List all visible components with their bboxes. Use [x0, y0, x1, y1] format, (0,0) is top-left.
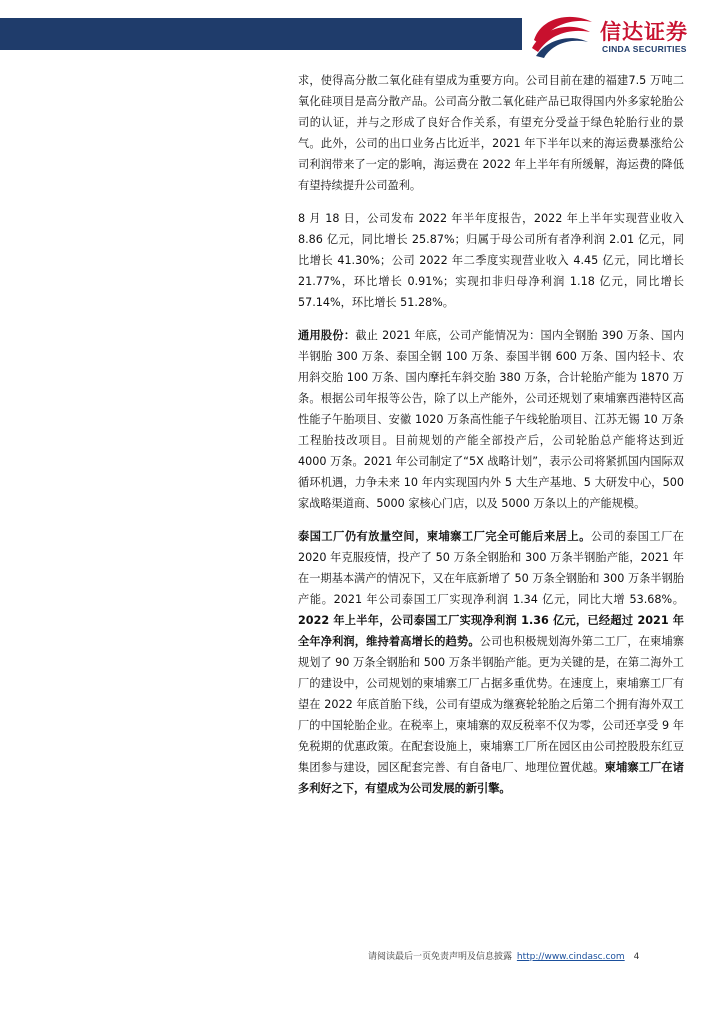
text-run: 截止 2021 年底，公司产能情况为：国内全钢胎 390 万条、国内半钢胎 300 万条、泰国全钢 100 万条、泰国半钢 600 万条、国内轻卡、农用斜交胎 100 万条、国内摩托车斜交胎 380 万条，合计轮胎产能为 1870 万条。根据公司年报等公告，除了以上产能外，公司还规划了柬埔寨西港特区高性能子午胎项目、安徽 1020 万条高性能子午线轮胎项目、江苏无锡 10 万条工程胎技改项目。目前规划的产能全部投产后，公司轮胎总产能将达到近 4000 万条。2021 年公司制定了“5X 战略计划”，表示公司将紧抓国内国际双循环机遇，力争未来 10 年内实现国内外 5 大生产基地、5 大研发中心，500 家战略渠道商、5000 家核心门店，以及 5000 万条以上的产能规模。 — [298, 329, 684, 510]
paragraph-overseas-factories — [298, 526, 684, 799]
paragraph-capacity — [298, 325, 684, 514]
disclaimer-notice: 请阅读最后一页免责声明及信息披露 — [368, 952, 513, 962]
logo-chinese-name: 信达证券 — [600, 20, 688, 44]
website-link[interactable]: http://www.cindasc.com — [516, 952, 625, 962]
text-run: 公司的泰国工厂在 2020 年克服疫情，投产了 50 万条全钢胎和 300 万条半钢胎产能，2021 年在一期基本满产的情况下，又在年底新增了 50 万条全钢胎和 300 万条半钢胎产能。2021 年公司泰国工厂实现净利润 1.34 亿元，同比大增 53.68%。 — [298, 530, 684, 606]
bold-text-run: 2022 年上半年，公司泰国工厂实现净利润 1.36 亿元，已经超过 2021 年全年净利润，维持着高增长的趋势。 — [298, 614, 684, 648]
bold-text-run: 泰国工厂仍有放量空间，柬埔寨工厂完全可能后来居上。 — [298, 530, 591, 543]
page-number: 4 — [633, 952, 640, 962]
bold-text-run: 柬埔寨工厂在诸多利好之下，有望成为公司发展的新引擎。 — [298, 761, 684, 795]
logo-english-name: CINDA SECURITIES — [602, 44, 687, 54]
page-footer — [368, 949, 688, 962]
text-run: 8 月 18 日，公司发布 2022 年半年度报告，2022 年上半年实现营业收入 8.86 亿元，同比增长 25.87%；归属于母公司所有者净利润 2.01 亿元，同比增长 41.30%；公司 2022 年二季度实现营业收入 4.45 亿元，同比增长 21.77%，环比增长 0.91%；实现扣非归母净利润 1.18 亿元，同比增长 57.14%，环比增长 51.28%。 — [298, 212, 684, 309]
header-bar — [0, 18, 522, 50]
text-run: 求，使得高分散二氧化硅有望成为重要方向。公司目前在建的福建7.5 万吨二氧化硅项目是高分散产品。公司高分散二氧化硅产品已取得国内外多家轮胎公司的认证，并与之形成了良好合作关系，有望充分受益于绿色轮胎行业的景气。此外，公司的出口业务占比近半，2021 年下半年以来的海运费暴涨给公司利润带来了一定的影响，海运费在 2022 年上半年有所缓解，海运费的降低有望持续提升公司盈利。 — [298, 74, 684, 192]
cinda-logo — [528, 10, 718, 60]
report-body — [298, 70, 684, 811]
text-run: 公司也积极规划海外第二工厂，在柬埔寨规划了 90 万条全钢胎和 500 万条半钢胎产能。更为关键的是，在第二海外工厂的建设中，公司规划的柬埔寨工厂占据多重优势。在速度上，柬埔寨工厂有望在 2022 年底首胎下线，公司有望成为继赛轮轮胎之后第二个拥有海外双工厂的中国轮胎企业。在税率上，柬埔寨的双反税率不仅为零，公司还享受 9 年免税期的优惠政策。在配套设施上，柬埔寨工厂所在园区由公司控股股东红豆集团参与建设，园区配套完善、有自备电厂、地理位置优越。 — [298, 635, 684, 774]
paragraph-half-year-results — [298, 208, 684, 313]
paragraph-silica — [298, 70, 684, 196]
cinda-logo-mark-icon — [528, 10, 596, 60]
bold-text-run: 通用股份： — [298, 329, 356, 342]
